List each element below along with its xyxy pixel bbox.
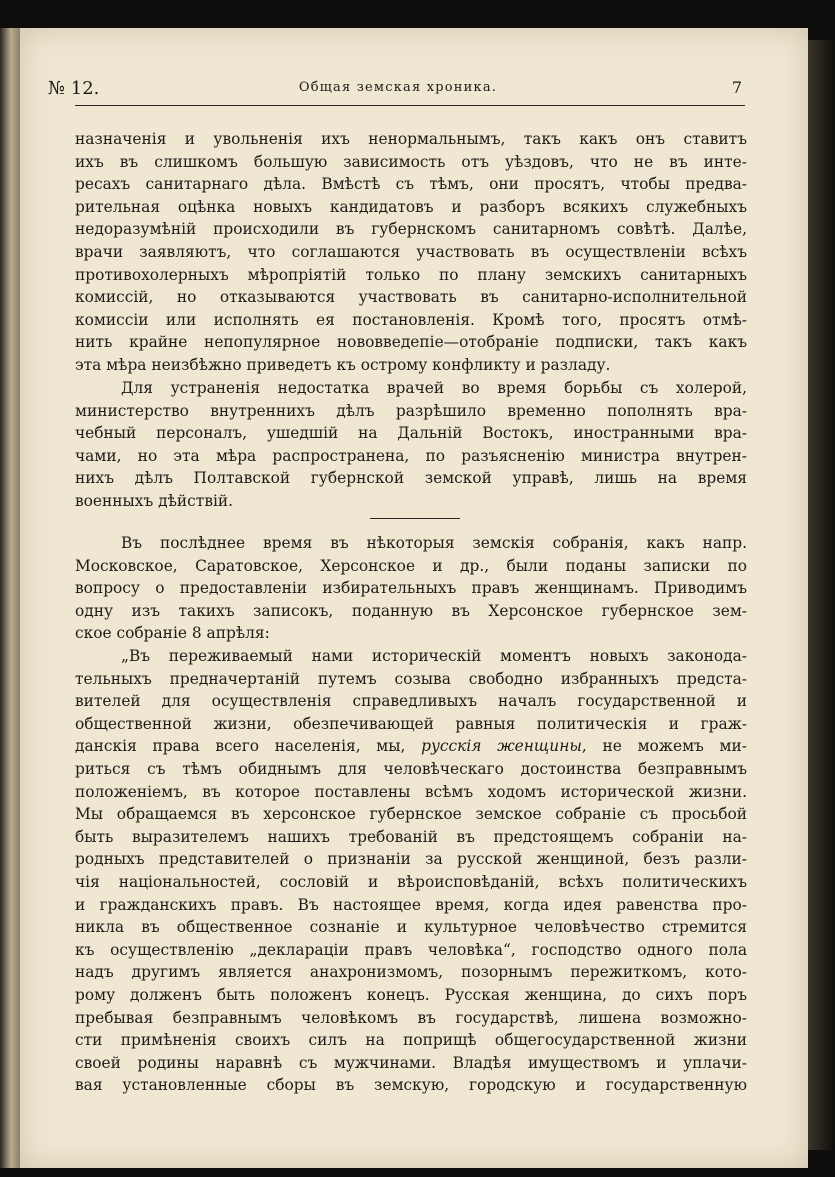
section-separator <box>370 518 460 519</box>
text-line: одну изъ такихъ записокъ, поданную въ Херсонское губернское зем- <box>75 601 747 620</box>
text-line: комиссіи или исполнять ея постановленія. Кромѣ того, просятъ отмѣ- <box>75 310 747 329</box>
text-line: пребывая безправнымъ человѣкомъ въ государствѣ, лишена возможно- <box>75 1008 747 1027</box>
text-line: Мы обращаемся въ херсонское губернское земское собраніе съ просьбой <box>75 805 747 824</box>
text-line: „Въ переживаемый нами историческій моментъ новыхъ законода- <box>121 647 747 665</box>
text-line: министерство внутреннихъ дѣлъ разрѣшило временно пополнять вра- <box>75 401 747 420</box>
issue-number: № 12. <box>48 78 100 99</box>
text-run: данскія права всего населенія, мы, <box>75 737 422 756</box>
text-line: противохолерныхъ мѣропріятій только по плану земскихъ санитарныхъ <box>75 265 747 284</box>
text-line: вая установленные сборы въ земскую, городскую и государственную <box>75 1076 747 1095</box>
paragraph-petition-quote <box>75 645 747 1097</box>
text-line: чія національностей, сословій и вѣроисповѣданій, всѣхъ политическихъ <box>75 872 747 891</box>
text-line-with-emphasis <box>75 735 747 758</box>
page-number: 7 <box>731 78 742 97</box>
text-line: нихъ дѣлъ Полтавской губернской земской управѣ, лишь на время <box>75 469 747 488</box>
text-line: Московское, Саратовское, Херсонское и др., были поданы записки по <box>75 556 747 575</box>
text-line: эта мѣра неизбѣжно приведетъ къ острому конфликту и разладу. <box>75 355 611 374</box>
section-title: Общая земская хроника. <box>298 80 498 95</box>
text-line: военныхъ дѣйствій. <box>75 491 234 510</box>
text-line: врачи заявляютъ, что соглашаются участвовать въ осуществленіи всѣхъ <box>75 242 747 261</box>
text-run: , не можемъ ми- <box>581 737 747 756</box>
text-line: ихъ въ слишкомъ большую зависимость отъ уѣздовъ, что не въ инте- <box>75 152 747 171</box>
text-line: ресахъ санитарнаго дѣла. Вмѣстѣ съ тѣмъ, они просятъ, чтобы предва- <box>75 175 747 194</box>
text-line: Для устраненія недостатка врачей во время борьбы съ холерой, <box>121 379 747 397</box>
text-line: рому долженъ быть положенъ конецъ. Русская женщина, до сихъ поръ <box>75 985 747 1004</box>
text-line: нить крайне непопулярное нововведепіе—отобраніе подписки, такъ какъ <box>75 333 747 352</box>
text-line: къ осуществленію „декларацiи правъ человѣка“, господство одного пола <box>75 940 747 959</box>
text-line: никла въ общественное сознаніе и культурное человѣчество стремится <box>75 918 747 937</box>
text-line: сти примѣненія своихъ силъ на поприщѣ общегосударственной жизни <box>75 1031 747 1050</box>
text-line: своей родины наравнѣ съ мужчинами. Владѣя имуществомъ и уплачи- <box>75 1053 747 1072</box>
text-line: назначенія и увольненія ихъ ненормальнымъ, такъ какъ онъ ставитъ <box>75 130 747 148</box>
text-line: рительная оцѣнка новыхъ кандидатовъ и разборъ всякихъ служебныхъ <box>75 197 747 216</box>
header-rule <box>75 105 745 106</box>
paragraph-foreign-doctors <box>75 377 747 513</box>
text-line: вителей для осуществленія справедливыхъ началъ государственной и <box>75 692 747 711</box>
text-line: ское собраніе 8 апрѣля: <box>75 624 270 643</box>
text-line: чебный персоналъ, ушедшій на Дальній Востокъ, иностранными вра- <box>75 424 747 443</box>
right-book-edge <box>808 40 835 1150</box>
text-line: Въ послѣднее время въ нѣкоторыя земскія собранія, какъ напр. <box>121 534 747 552</box>
text-line: надъ другимъ является анахронизмомъ, позорнымъ пережиткомъ, кото- <box>75 963 747 982</box>
text-line: общественной жизни, обезпечивающей равныя политическія и граж- <box>75 714 747 733</box>
text-line: быть выразителемъ нашихъ требованій въ предстоящемъ собраніи на- <box>75 827 747 846</box>
text-line: тельныхъ предначертаній путемъ созыва свободно избранныхъ предста- <box>75 669 747 688</box>
paragraph-intro-petition <box>75 532 747 645</box>
text-line: родныхъ представителей о признаніи за русской женщиной, безъ разли- <box>75 850 747 869</box>
text-line: комиссій, но отказываются участвовать въ санитарно-исполнительной <box>75 288 747 307</box>
running-header <box>48 78 748 104</box>
paragraph-physicians <box>75 128 747 377</box>
text-line: и гражданскихъ правъ. Въ настоящее время, когда идея равенства про- <box>75 895 747 914</box>
text-line: вопросу о предоставленіи избирательныхъ правъ женщинамъ. Приводимъ <box>75 579 747 598</box>
text-line: риться съ тѣмъ обиднымъ для человѣческаго достоинства безправнымъ <box>75 759 747 778</box>
text-line: положеніемъ, въ которое поставлены всѣмъ ходомъ исторической жизни. <box>75 782 747 801</box>
emphasis-russian-women: русскія женщины <box>421 737 582 756</box>
text-line: чами, но эта мѣра распространена, по разъясненію министра внутрен- <box>75 446 747 465</box>
left-page-edge <box>0 28 20 1168</box>
text-line: недоразумѣній происходили въ губернскомъ санитарномъ совѣтѣ. Далѣе, <box>75 220 747 239</box>
